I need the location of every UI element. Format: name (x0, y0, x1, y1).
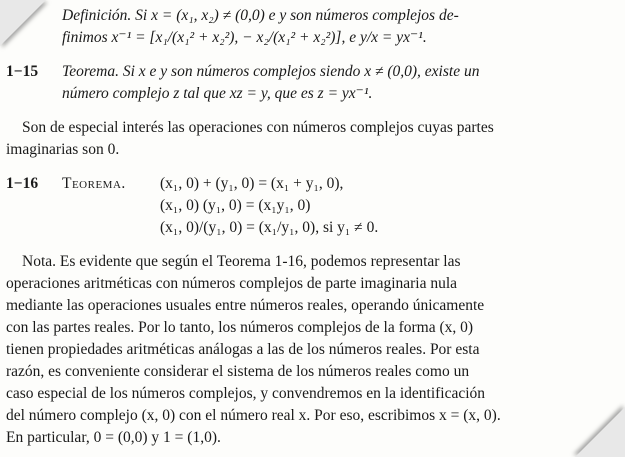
paragraph-interest-line-2: imaginarias son 0. (6, 141, 120, 158)
nota-line-9: En particular, 0 = (0,0) y 1 = (1,0). (6, 429, 221, 446)
theorem-1-15-line-2: número complejo z tal que xz = y, que es z = yx⁻¹. (62, 85, 373, 102)
nota-line-1: Nota. Es evidente que según el Teorema 1-16, podemos representar las (22, 253, 461, 270)
nota-line-7: caso especial de los números complejos, y convendremos en la identificación (6, 385, 486, 402)
nota-line-4: con las partes reales. Por lo tanto, los números complejos de la forma (x, 0) (6, 319, 474, 336)
theorem-1-15-number: 1−15 (6, 63, 39, 80)
theorem-1-16-number: 1−16 (6, 175, 39, 192)
page-curl-top-left (0, 0, 46, 46)
theorem-1-15-line-1: Teorema. Si x e y son números complejos siendo x ≠ (0,0), existe un (62, 63, 480, 80)
nota-line-6: razón, es conveniente considerar el sistema de los números reales como un (6, 363, 470, 380)
nota-line-8: del número complejo (x, 0) con el número real x. Por eso, escribimos x = (x, 0). (6, 407, 501, 424)
definition-line-1: Definición. Si x = (x₁, x₂) ≠ (0,0) e y son números complejos de- (62, 7, 459, 24)
paragraph-interest-line-1: Son de especial interés las operaciones con números complejos cuyas partes (22, 119, 494, 136)
nota-line-2: operaciones aritméticas con números complejos de parte imaginaria nula (6, 275, 458, 292)
theorem-1-16-equation-1: (x₁, 0) + (y₁, 0) = (x₁ + y₁, 0), (160, 175, 344, 192)
nota-line-5: tienen propiedades aritméticas análogas a las de los números reales. Por esta (6, 341, 480, 358)
theorem-1-16-equation-2: (x₁, 0) (y₁, 0) = (x₁y₁, 0) (160, 197, 311, 214)
nota-line-3: mediante las operaciones usuales entre números reales, operando únicamente (6, 297, 485, 314)
definition-line-2: finimos x⁻¹ = [x₁/(x₁² + x₂²), − x₂/(x₁² + x₂²)], e y/x = yx⁻¹. (62, 29, 427, 46)
theorem-1-16-equation-3: (x₁, 0)/(y₁, 0) = (x₁/y₁, 0), si y₁ ≠ 0. (160, 219, 379, 236)
theorem-1-16-label: Teorema. (62, 175, 126, 192)
page-curl-bottom-right (575, 407, 625, 457)
